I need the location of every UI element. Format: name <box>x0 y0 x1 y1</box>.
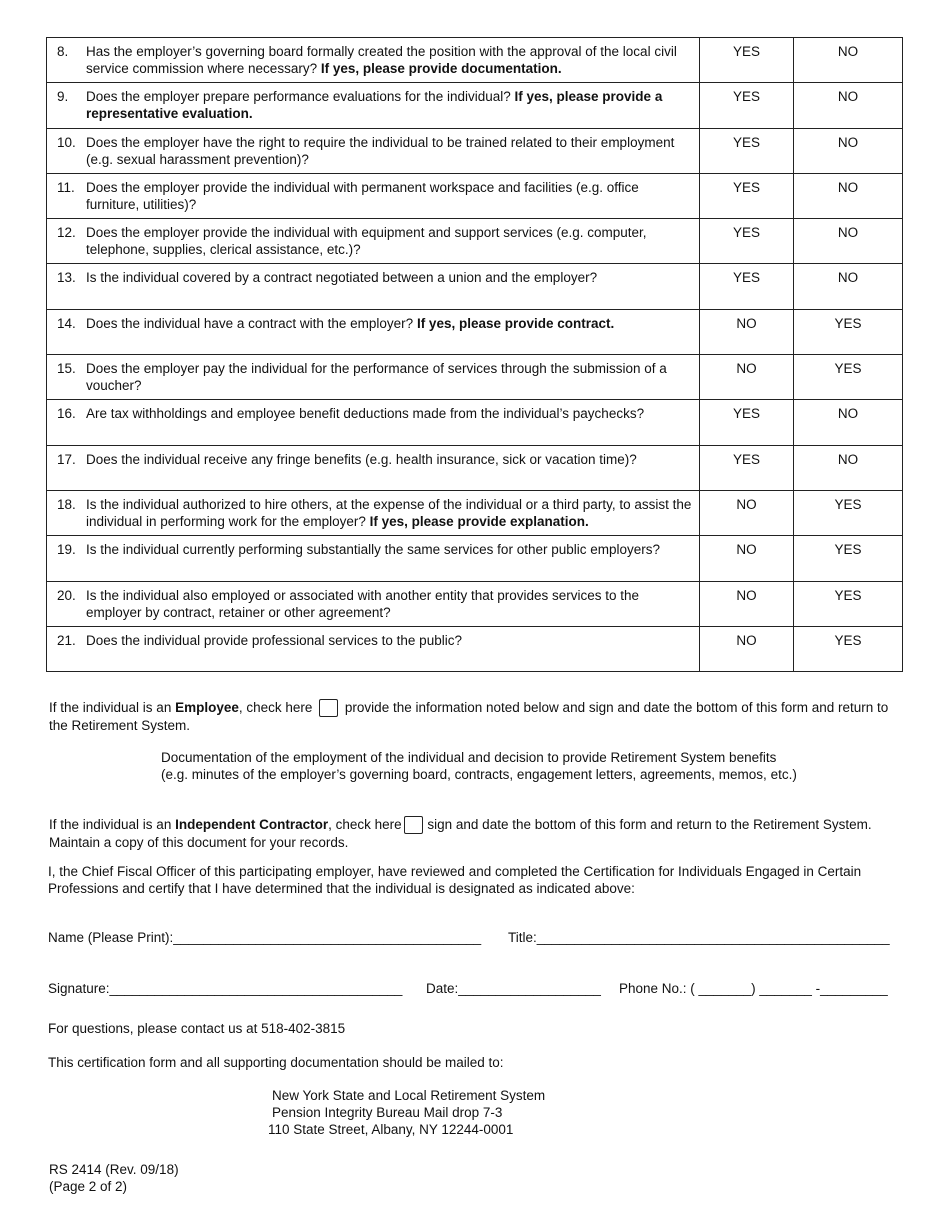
question-row <box>47 83 903 128</box>
questions-table <box>46 37 903 672</box>
question-row <box>47 264 903 309</box>
page-number: (Page 2 of 2) <box>49 1179 128 1194</box>
answer-employee-column[interactable]: YES <box>700 264 794 309</box>
question-body: Is the individual also employed or associated with another entity that provides services to the employer by contract, retainer or other agreement? <box>86 587 640 620</box>
answer-employee-column[interactable]: NO <box>700 355 794 400</box>
answer-contractor-column[interactable]: NO <box>794 264 903 309</box>
answer-contractor-column[interactable]: YES <box>794 581 903 626</box>
question-body: Does the employer pay the individual for the performance of services through the submission of a voucher? <box>86 361 667 394</box>
question-number: 18. <box>57 496 76 512</box>
question-text <box>47 173 700 218</box>
question-row <box>47 219 903 264</box>
answer-employee-column[interactable]: YES <box>700 219 794 264</box>
address-line-2: Pension Integrity Bureau Mail drop 7-3 <box>272 1105 503 1120</box>
contractor-instruction: If the individual is an Independent Contractor, check here sign and date the bottom of this form and return to the Retirement System. Maintain a copy of this document for your records. <box>49 817 872 850</box>
answer-employee-column[interactable]: YES <box>700 83 794 128</box>
answer-employee-column[interactable]: YES <box>700 38 794 83</box>
answer-employee-column[interactable]: NO <box>700 309 794 354</box>
question-row <box>47 128 903 173</box>
question-text <box>47 309 700 354</box>
date-field[interactable]: Date:___________________ <box>426 981 601 996</box>
question-body: Does the employer have the right to require the individual to be trained related to their employment (e.g. sexual harassment prevention)? <box>86 134 675 167</box>
question-text <box>47 581 700 626</box>
answer-contractor-column[interactable]: NO <box>794 173 903 218</box>
question-number: 21. <box>57 632 76 648</box>
question-row <box>47 355 903 400</box>
answer-employee-column[interactable]: YES <box>700 173 794 218</box>
mail-intro: This certification form and all supporting documentation should be mailed to: <box>48 1055 504 1070</box>
answer-employee-column[interactable]: NO <box>700 581 794 626</box>
address-line-3: 110 State Street, Albany, NY 12244-0001 <box>268 1122 514 1137</box>
contact-text: For questions, please contact us at 518-402-3815 <box>48 1021 346 1036</box>
question-text <box>47 128 700 173</box>
answer-contractor-column[interactable]: YES <box>794 490 903 535</box>
question-row <box>47 490 903 535</box>
answer-contractor-column[interactable]: NO <box>794 83 903 128</box>
question-body: Is the individual currently performing substantially the same services for other public employers? <box>86 542 661 558</box>
signature-field[interactable]: Signature:_______________________________________ <box>48 981 403 996</box>
question-note: If yes, please provide contract. <box>413 315 615 331</box>
answer-employee-column[interactable]: YES <box>700 445 794 490</box>
question-text <box>47 38 700 83</box>
question-note: If yes, please provide documentation. <box>317 61 562 76</box>
answer-contractor-column[interactable]: YES <box>794 536 903 581</box>
name-field[interactable]: Name (Please Print):_________________________________________ <box>48 930 482 945</box>
answer-contractor-column[interactable]: NO <box>794 400 903 445</box>
question-number: 10. <box>57 134 76 150</box>
answer-employee-column[interactable]: NO <box>700 536 794 581</box>
question-row <box>47 38 903 83</box>
question-note: If yes, please provide a representative evaluation. <box>86 89 663 122</box>
question-body: Does the individual receive any fringe benefits (e.g. health insurance, sick or vacation time)? <box>86 451 637 467</box>
question-row <box>47 581 903 626</box>
answer-contractor-column[interactable]: YES <box>794 355 903 400</box>
question-body: Does the employer prepare performance evaluations for the individual? <box>86 89 511 105</box>
question-row <box>47 536 903 581</box>
question-number: 8. <box>57 44 69 59</box>
question-body: Are tax withholdings and employee benefit deductions made from the individual’s paychecks? <box>86 406 645 422</box>
question-text <box>47 83 700 128</box>
question-body: Does the individual have a contract with the employer? <box>86 315 414 331</box>
question-body: Does the employer provide the individual with permanent workspace and facilities (e.g. office furniture, utilities)? <box>86 179 639 212</box>
answer-employee-column[interactable]: YES <box>700 128 794 173</box>
question-number: 19. <box>57 542 76 558</box>
question-number: 17. <box>57 451 76 467</box>
question-number: 9. <box>57 89 69 105</box>
question-body: Is the individual authorized to hire others, at the expense of the individual or a third party, to assist the individual in performing work for the employer? <box>86 496 692 529</box>
answer-contractor-column[interactable]: NO <box>794 219 903 264</box>
question-body: Does the individual provide professional services to the public? <box>86 632 462 648</box>
answer-contractor-column[interactable]: NO <box>794 445 903 490</box>
contractor-checkbox[interactable] <box>404 816 423 834</box>
answer-contractor-column[interactable]: YES <box>794 309 903 354</box>
question-number: 12. <box>57 225 76 241</box>
question-number: 16. <box>57 406 76 422</box>
question-text <box>47 219 700 264</box>
certification-statement: I, the Chief Fiscal Officer of this participating employer, have reviewed and completed the Certification for Individuals Engaged in Certain Professions and certify that I have determined that the individual is designated as indicated above: <box>48 864 862 896</box>
question-text <box>47 536 700 581</box>
question-body: Has the employer’s governing board formally created the position with the approval of the local civil service commission where necessary? <box>86 44 677 76</box>
phone-field[interactable]: Phone No.: ( _______) _______ -_________ <box>619 981 888 996</box>
question-text <box>47 355 700 400</box>
answer-contractor-column[interactable]: YES <box>794 626 903 671</box>
question-row <box>47 445 903 490</box>
question-number: 11. <box>57 179 75 195</box>
answer-contractor-column[interactable]: NO <box>794 128 903 173</box>
address-line-1: New York State and Local Retirement System <box>272 1088 546 1103</box>
question-row <box>47 309 903 354</box>
question-text <box>47 264 700 309</box>
question-number: 14. <box>57 315 76 331</box>
question-number: 15. <box>57 361 76 377</box>
title-field[interactable]: Title:_______________________________________________ <box>508 930 890 945</box>
question-number: 13. <box>57 270 76 286</box>
form-number: RS 2414 (Rev. 09/18) <box>49 1162 179 1177</box>
question-text <box>47 490 700 535</box>
question-text <box>47 626 700 671</box>
answer-employee-column[interactable]: YES <box>700 400 794 445</box>
question-body: Is the individual covered by a contract negotiated between a union and the employer? <box>86 270 598 286</box>
answer-employee-column[interactable]: NO <box>700 490 794 535</box>
answer-contractor-column[interactable]: NO <box>794 38 903 83</box>
question-text <box>47 445 700 490</box>
question-number: 20. <box>57 587 76 603</box>
question-row <box>47 173 903 218</box>
employee-instruction: If the individual is an Employee, check here provide the information noted below and sign and date the bottom of this form and return to the Retirement System. <box>49 700 889 733</box>
documentation-note: Documentation of the employment of the individual and decision to provide Retirement System benefits (e.g. minutes of the employer’s governing board, contracts, engagement letters, agreements, memos, etc.) <box>161 750 797 782</box>
question-row <box>47 400 903 445</box>
question-row <box>47 626 903 671</box>
question-note: If yes, please provide explanation. <box>365 513 589 529</box>
question-body: Does the employer provide the individual with equipment and support services (e.g. computer, telephone, supplies, clerical assistance, etc.)? <box>86 225 647 258</box>
answer-employee-column[interactable]: NO <box>700 626 794 671</box>
employee-checkbox[interactable] <box>319 699 338 717</box>
question-text <box>47 400 700 445</box>
